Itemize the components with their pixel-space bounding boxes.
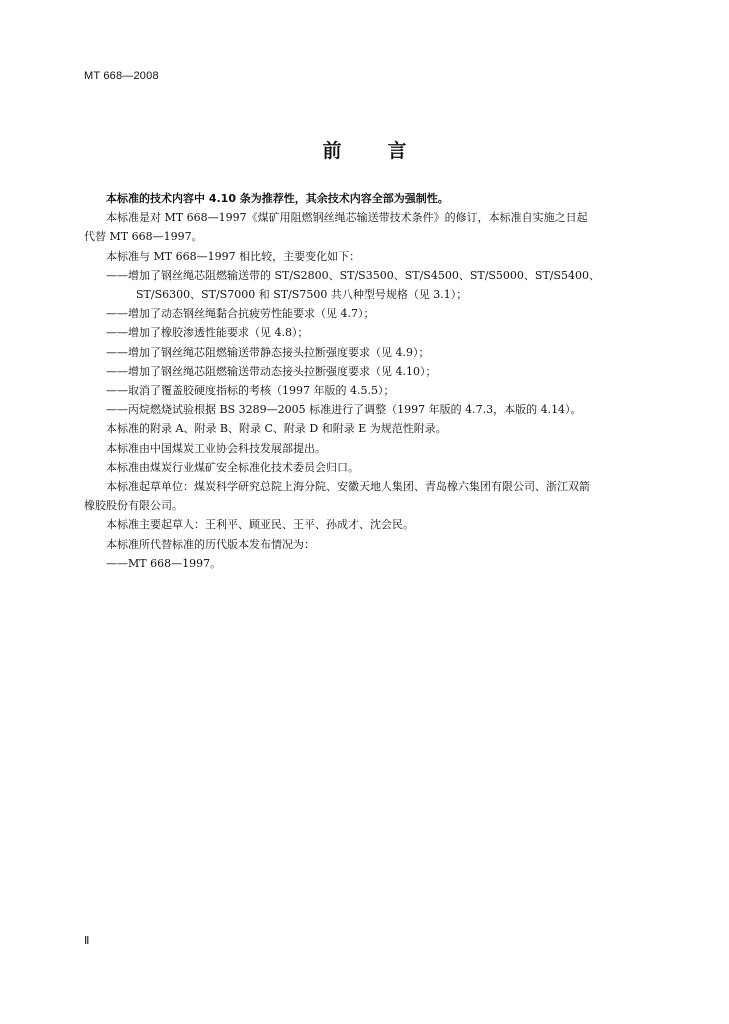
title-char-1: 前 xyxy=(322,140,342,162)
paragraph: 本标准主要起草人：王利平、顾亚民、王平、孙成才、沈会民。 xyxy=(106,518,414,532)
paragraph: 本标准由煤炭行业煤矿安全标准化技术委员会归口。 xyxy=(106,460,359,474)
paragraph: 本标准所代替标准的历代版本发布情况为： xyxy=(106,537,315,551)
standard-code: MT 668—2008 xyxy=(84,70,159,82)
list-item: ——增加了钢丝绳芯阻燃输送带的 ST/S2800、ST/S3500、ST/S4500、ST/S5000、ST/S5400、 xyxy=(106,268,601,282)
paragraph: 本标准由中国煤炭工业协会科技发展部提出。 xyxy=(106,441,326,455)
paragraph: 本标准与 MT 668—1997 相比较，主要变化如下： xyxy=(106,249,361,263)
list-item: ——增加了动态钢丝绳黏合抗疲劳性能要求（见 4.7）； xyxy=(106,307,375,321)
title-char-2: 言 xyxy=(387,140,407,162)
list-item: ——丙烷燃烧试验根据 BS 3289—2005 标准进行了调整（1997 年版的 4.7.3，本版的 4.14）。 xyxy=(106,403,582,417)
list-item: ——增加了橡胶渗透性能要求（见 4.8）； xyxy=(106,326,309,340)
page-title xyxy=(0,136,729,163)
foreword-body xyxy=(84,189,656,573)
list-item-continuation: ST/S6300、ST/S7000 和 ST/S7500 共八种型号规格（见 3.1）； xyxy=(136,288,468,302)
paragraph: 本标准是对 MT 668—1997《煤矿用阻燃钢丝绳芯输送带技术条件》的修订，本标准自实施之日起 xyxy=(106,211,588,225)
paragraph: 代替 MT 668—1997。 xyxy=(84,230,203,244)
list-item: ——取消了覆盖胶硬度指标的考核（1997 年版的 4.5.5）； xyxy=(106,384,395,398)
list-item: ——增加了钢丝绳芯阻燃输送带动态接头拉断强度要求（见 4.10）； xyxy=(106,364,437,378)
paragraph: 本标准起草单位：煤炭科学研究总院上海分院、安徽天地人集团、青岛橡六集团有限公司、浙江双箭 xyxy=(106,480,590,494)
list-item: ——MT 668—1997。 xyxy=(106,556,222,570)
paragraph: 橡胶股份有限公司。 xyxy=(84,499,183,513)
page-number: Ⅱ xyxy=(84,935,90,947)
paragraph: 本标准的附录 A、附录 B、附录 C、附录 D 和附录 E 为规范性附录。 xyxy=(106,422,447,436)
paragraph: 本标准的技术内容中 4.10 条为推荐性，其余技术内容全部为强制性。 xyxy=(106,192,449,205)
list-item: ——增加了钢丝绳芯阻燃输送带静态接头拉断强度要求（见 4.9）； xyxy=(106,345,430,359)
